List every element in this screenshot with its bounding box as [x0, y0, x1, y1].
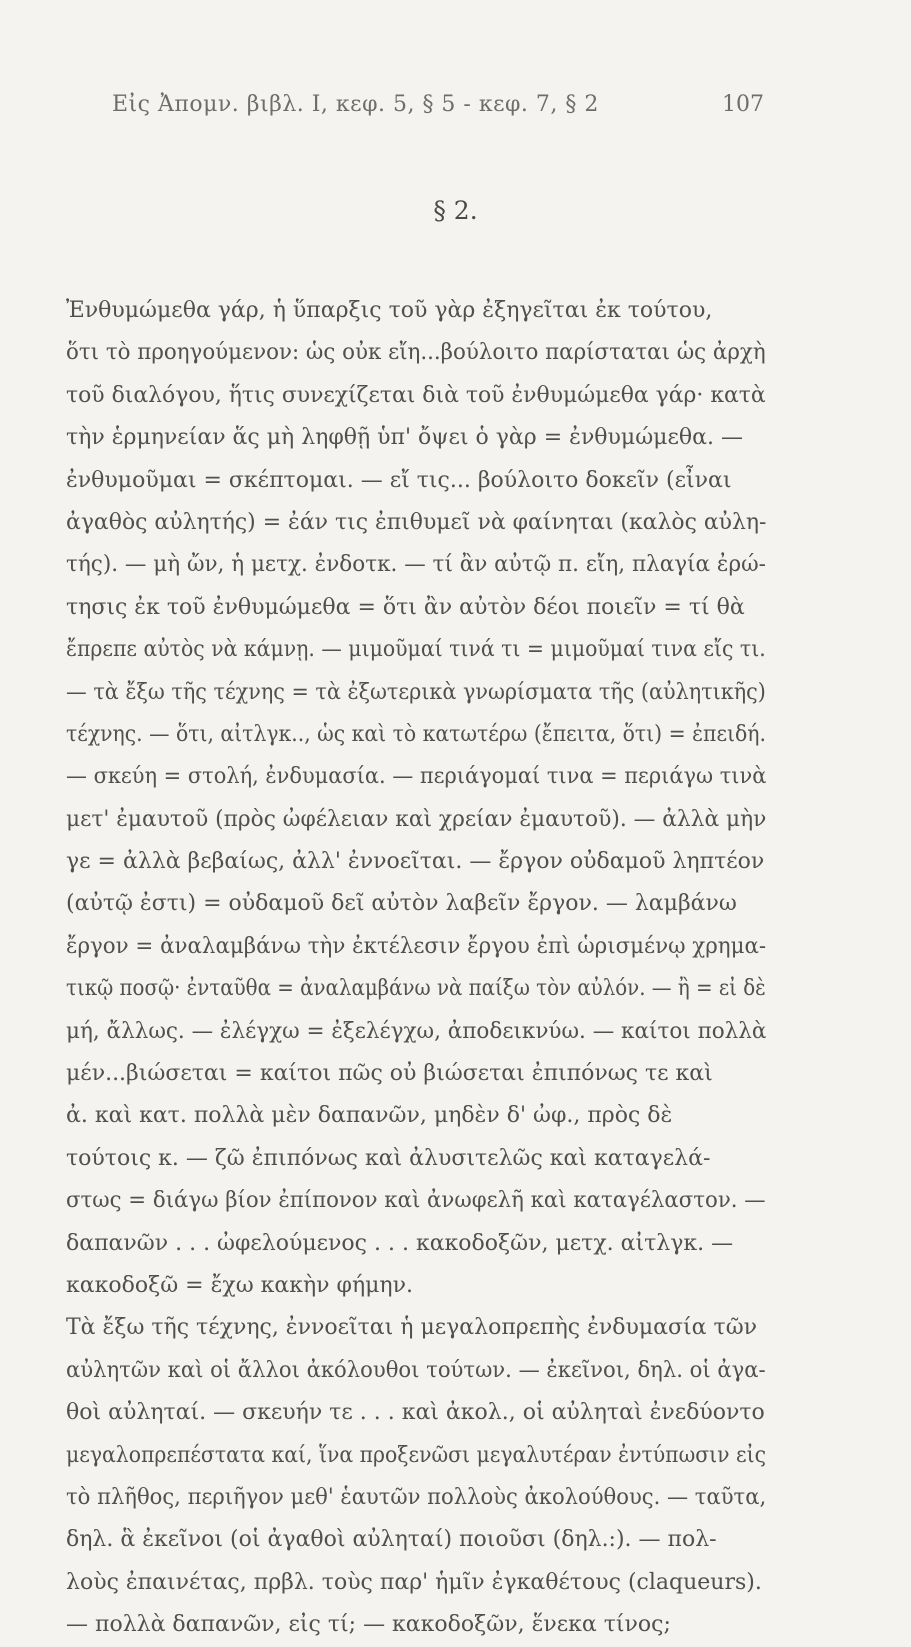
text-line: τὴν ἑρμηνείαν ἅς μὴ ληφθῇ ὑπ' ὄψει ὁ γὰρ = ἐνθυμώμεθα. —: [66, 425, 743, 451]
text-line: τοῦ διαλόγου, ἥτις συνεχίζεται διὰ τοῦ ἐνθυμώμεθα γάρ· κατὰ: [66, 382, 766, 408]
text-line: Ἐνθυμώμεθα γάρ, ἡ ὕπαρξις τοῦ γὰρ ἐξηγεῖται ἐκ τούτου,: [66, 298, 713, 323]
text-line: αὐλητῶν καὶ οἱ ἄλλοι ἀκόλουθοι τούτων. — ἐκεῖνοι, δηλ. οἱ ἀγα-: [66, 1357, 766, 1383]
text-line: ἐνθυμοῦμαι = σκέπτομαι. — εἴ τις... βούλοιτο δοκεῖν (εἶναι: [66, 467, 732, 493]
text-line: κακοδοξῶ = ἔχω κακὴν φήμην.: [66, 1272, 413, 1298]
text-line: θοὶ αὐληταί. — σκευήν τε . . . καὶ ἀκολ., οἱ αὐληταὶ ἐνεδύοντο: [66, 1400, 765, 1426]
text-line: στως = διάγω βίον ἐπίπονον καὶ ἀνωφελῆ καὶ καταγέλαστον. —: [66, 1188, 766, 1214]
text-line: ἔργον = ἀναλαμβάνω τὴν ἐκτέλεσιν ἔργου ἐπὶ ὡρισμένῳ χρημα-: [66, 933, 766, 959]
text-line: τέχνης. — ὅτι, αἰτλγκ.., ὡς καὶ τὸ κατωτέρω (ἔπειτα, ὅτι) = ἐπειδή.: [66, 721, 766, 747]
text-line: — τὰ ἔξω τῆς τέχνης = τὰ ἐξωτερικὰ γνωρίσματα τῆς (αὐλητικῆς): [66, 679, 766, 705]
text-line: — πολλὰ δαπανῶν, εἰς τί; — κακοδοξῶν, ἕνεκα τίνος;: [66, 1612, 671, 1638]
text-line: μεγαλοπρεπέστατα καί, ἵνα προξενῶσι μεγαλυτέραν ἐντύπωσιν εἰς: [66, 1442, 766, 1468]
text-line: λοὺς ἐπαινέτας, πρβλ. τοὺς παρ' ἡμῖν ἐγκαθέτους (claqueurs).: [66, 1569, 762, 1595]
text-line: ἀγαθὸς αὐλητής) = ἐάν τις ἐπιθυμεῖ νὰ φαίνηται (καλὸς αὐλη-: [66, 509, 766, 535]
text-line: μέν...βιώσεται = καίτοι πῶς οὐ βιώσεται ἐπιπόνως τε καὶ: [66, 1061, 713, 1087]
page-number: 107: [722, 92, 764, 117]
section-heading: § 2.: [433, 196, 478, 225]
text-line: μετ' ἐμαυτοῦ (πρὸς ὠφέλειαν καὶ χρείαν ἐμαυτοῦ). — ἀλλὰ μὴν: [66, 806, 766, 832]
text-line: Τὰ ἔξω τῆς τέχνης, ἐννοεῖται ἡ μεγαλοπρεπὴς ἐνδυμασία τῶν: [66, 1315, 758, 1341]
running-head-title: Εἰς Ἀπομν. βιβλ. Ι, κεφ. 5, § 5 - κεφ. 7, § 2: [112, 92, 599, 117]
text-line: ὅτι τὸ προηγούμενον: ὡς οὐκ εἴη...βούλοιτο παρίσταται ὡς ἀρχὴ: [66, 340, 766, 366]
text-line: (αὐτῷ ἐστι) = οὐδαμοῦ δεῖ αὐτὸν λαβεῖν ἔργον. — λαμβάνω: [66, 891, 737, 917]
text-line: τής). — μὴ ὤν, ἡ μετχ. ἐνδοτκ. — τί ἂν αὐτῷ π. εἴη, πλαγία ἐρώ-: [66, 552, 766, 578]
commentary-text: [66, 290, 766, 1647]
text-line: ἔπρεπε αὐτὸς νὰ κάμνῃ. — μιμοῦμαί τινά τι = μιμοῦμαί τινα εἴς τι.: [66, 637, 766, 663]
text-line: μή, ἄλλως. — ἐλέγχω = ἐξελέγχω, ἀποδεικνύω. — καίτοι πολλὰ: [66, 1018, 766, 1044]
text-line: τησις ἐκ τοῦ ἐνθυμώμεθα = ὅτι ἂν αὐτὸν δέοι ποιεῖν = τί θὰ: [66, 594, 745, 620]
text-line: — σκεύη = στολή, ἐνδυμασία. — περιάγομαί τινα = περιάγω τινὰ: [66, 764, 766, 790]
text-line: τικῷ ποσῷ· ἐνταῦθα = ἀναλαμβάνω νὰ παίξω τὸν αὐλόν. — ἢ = εἰ δὲ: [66, 976, 766, 1002]
text-line: τὸ πλῆθος, περιῆγον μεθ' ἑαυτῶν πολλοὺς ἀκολούθους. — ταῦτα,: [66, 1484, 766, 1510]
text-line: ἀ. καὶ κατ. πολλὰ μὲν δαπανῶν, μηδὲν δ' ὠφ., πρὸς δὲ: [66, 1103, 673, 1129]
text-line: γε = ἀλλὰ βεβαίως, ἀλλ' ἐννοεῖται. — ἔργον οὐδαμοῦ ληπτέον: [66, 849, 765, 875]
text-line: τούτοις κ. — ζῶ ἐπιπόνως καὶ ἀλυσιτελῶς καὶ καταγελά-: [66, 1145, 711, 1171]
text-line: δαπανῶν . . . ὠφελούμενος . . . κακοδοξῶν, μετχ. αἰτλγκ. —: [66, 1230, 734, 1256]
text-line: δηλ. ἃ ἐκεῖνοι (οἱ ἀγαθοὶ αὐληταί) ποιοῦσι (δηλ.:). — πολ-: [66, 1527, 717, 1553]
